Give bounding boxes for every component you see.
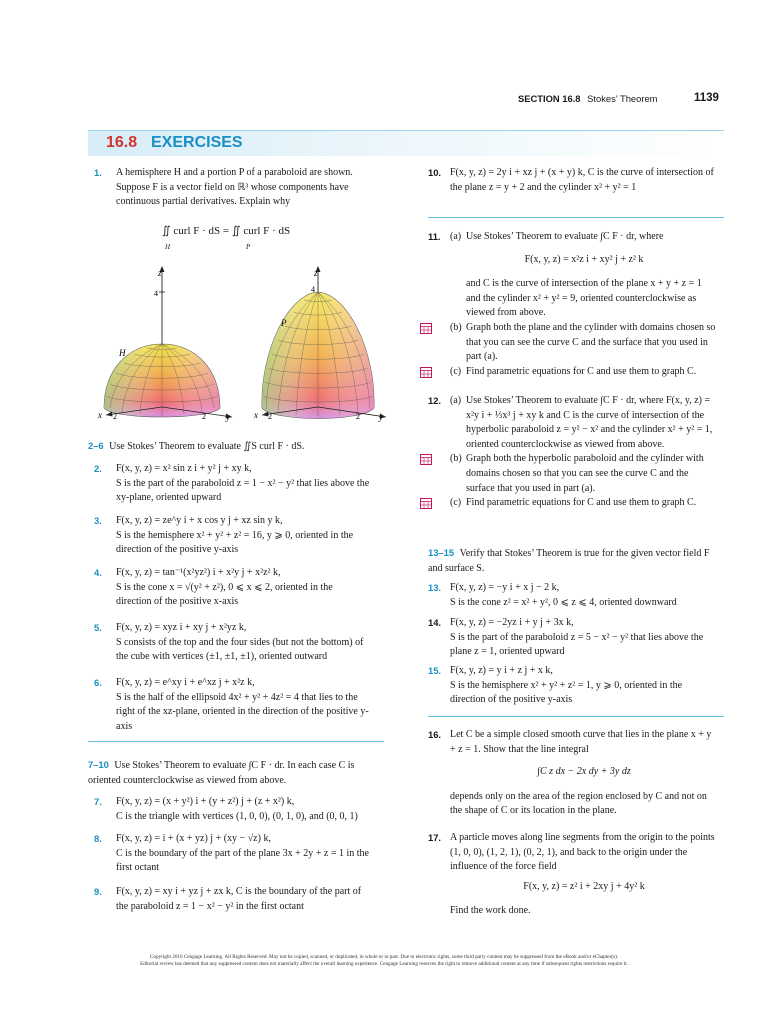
- part-text: Find parametric equations for C and use them to graph C.: [466, 497, 697, 509]
- exercise-number: 13.: [428, 582, 442, 593]
- exercise-number: 2.: [94, 463, 102, 474]
- exercises-heading-number: 16.8: [106, 134, 138, 151]
- exercise-number: 14.: [428, 617, 442, 628]
- part-text: Use Stokes’ Theorem to evaluate ∫C F · dr, where F(x, y, z) = x²y i + ⅓x³ j + xy k and C is the curve of intersection of the hyperbolic paraboloid z = y² − x² and the cylinder x² + y² = 1, oriented counterclockwise as viewed from above.: [466, 395, 713, 450]
- exercise-field: F(x, y, z) = x² sin z i + y² j + xy k,: [116, 463, 252, 474]
- exercise-number: 7.: [94, 796, 102, 807]
- exercise-number: 6.: [94, 677, 102, 688]
- part-label: (c): [450, 365, 462, 377]
- exercise-surface: S is the half of the ellipsoid 4x² + y² + 4z² = 4 that lies to the right of the xz-plane, oriented in the direction of the positive y-axis: [116, 691, 369, 732]
- exercise-surface: S is the cone x = √(y² + z²), 0 ⩽ x ⩽ 2, oriented in the direction of the positive x-axis: [116, 581, 333, 608]
- exercise-17: [428, 831, 718, 919]
- label-p: P: [281, 318, 287, 328]
- part-text: Find parametric equations for C and use them to graph C.: [466, 365, 697, 377]
- part-c: [450, 365, 718, 380]
- equation-sub-p: P: [246, 243, 251, 251]
- exercise-3: [94, 514, 370, 558]
- range-label: 2–6: [88, 440, 104, 451]
- part-b: [450, 452, 718, 496]
- part-c: [450, 496, 718, 511]
- exercise-number: 8.: [94, 833, 102, 844]
- y-label-left: y: [226, 412, 230, 422]
- exercise-field: F(x, y, z) = y i + z j + x k,: [450, 665, 553, 676]
- exercise-text: A hemisphere H and a portion P of a paraboloid are shown. Suppose F is a vector field on ℝ³ whose components have continuous partial derivatives. Explain why: [116, 167, 353, 208]
- exercise-field: F(x, y, z) = xyz i + xy j + x²yz k,: [116, 622, 247, 633]
- tick-4-right: 4: [311, 285, 315, 294]
- exercise-text-continued: Find the work done.: [450, 905, 531, 917]
- tick-2-right-x: 2: [268, 412, 272, 421]
- exercise-12: [428, 394, 718, 511]
- equation-sub-h: H: [165, 243, 171, 251]
- exercise-number: 16.: [428, 729, 442, 740]
- exercise-2: [94, 462, 370, 506]
- page-number: 1139: [694, 92, 719, 104]
- part-label: (c): [450, 497, 462, 509]
- range-instruction: Use Stokes’ Theorem to evaluate ∫C F · dr. In each case C is oriented counterclockwise as viewed from above.: [88, 760, 355, 786]
- part-equation: F(x, y, z) = x²z i + xy² j + z² k: [524, 253, 644, 265]
- section-divider: [428, 217, 724, 218]
- range-7-10: [88, 758, 388, 788]
- exercise-field: F(x, y, z) = −y i + x j − 2 k,: [450, 582, 560, 593]
- part-label: (b): [450, 321, 462, 333]
- exercise-number: 5.: [94, 622, 102, 633]
- x-label-right: x: [254, 410, 258, 420]
- exercise-text-continued: depends only on the area of the region enclosed by C and not on the shape of C or its location in the plane.: [450, 790, 707, 817]
- exercise-field: F(x, y, z) = (x + y²) i + (y + z²) j + (z + x²) k,: [116, 796, 295, 807]
- exercise-6: [94, 676, 370, 734]
- section-divider: [88, 741, 384, 742]
- exercise-number: 1.: [94, 167, 102, 178]
- exercise-surface: S is the part of the paraboloid z = 1 − x² − y² that lies above the xy-plane, oriented upward: [116, 477, 370, 504]
- z-label-left: z: [158, 268, 162, 278]
- graphing-calculator-icon: [420, 454, 432, 465]
- tick-2-left-x: 2: [113, 412, 117, 421]
- exercise-1-equation: [160, 222, 330, 252]
- part-label: (a): [450, 395, 462, 406]
- exercise-surface: S is the hemisphere x² + y² + z² = 16, y ⩾ 0, oriented in the direction of the positive y-axis: [116, 529, 354, 556]
- part-a: [450, 394, 718, 452]
- exercise-field: F(x, y, z) = ze^y i + x cos y j + xz sin y k,: [116, 515, 283, 526]
- exercise-surface: S is the part of the paraboloid z = 5 − x² − y² that lies above the plane z = 1, oriented upward: [450, 631, 704, 658]
- section-title: Stokes’ Theorem: [587, 93, 658, 104]
- exercise-curve: C is the triangle with vertices (1, 0, 0), (0, 1, 0), and (0, 0, 1): [116, 810, 358, 822]
- exercise-text: A particle moves along line segments from the origin to the points (1, 0, 0), (1, 2, 1), (0, 2, 1), and back to the origin under the influence of the force field: [450, 832, 715, 873]
- z-label-right: z: [314, 268, 318, 278]
- exercise-surface: S is the cone z² = x² + y², 0 ⩽ z ⩽ 4, oriented downward: [450, 596, 677, 608]
- exercise-surface: S consists of the top and the four sides (but not the bottom) of the cube with vertices (±1, ±1, ±1), oriented outward: [116, 636, 364, 663]
- footer-line-2: Editorial review has deemed that any suppressed content does not materially affect the overall learning experience. Cengage Learning reserves the right to remove additional content at any time if subsequent rights restrictions require it.: [140, 961, 628, 967]
- part-text-continued: and C is the curve of intersection of the plane x + y + z = 1 and the cylinder x² + y² = 9, oriented counterclockwise as viewed from above.: [466, 278, 702, 319]
- copyright-footer: [40, 954, 728, 968]
- part-label: (a): [450, 231, 462, 242]
- tick-2-left-y: 2: [202, 412, 206, 421]
- y-label-right: y: [379, 412, 383, 422]
- exercise-9: [94, 885, 370, 914]
- exercise-16: [428, 728, 718, 819]
- graphing-calculator-icon: [420, 323, 432, 334]
- exercise-15: [428, 664, 718, 708]
- exercise-equation: ∫C z dx − 2x dy + 3y dz: [537, 766, 631, 778]
- exercise-number: 9.: [94, 886, 102, 897]
- exercise-4: [94, 566, 370, 610]
- range-label: 13–15: [428, 547, 455, 558]
- graphing-calculator-icon: [420, 498, 432, 509]
- x-label-left: x: [98, 410, 102, 420]
- hemisphere-graph: [104, 266, 232, 419]
- section-divider: [428, 716, 724, 717]
- range-13-15: [428, 546, 720, 576]
- exercise-field: F(x, y, z) = tan⁻¹(x²yz²) i + x²y j + x²z² k,: [116, 567, 281, 578]
- part-label: (b): [450, 453, 462, 465]
- part-text: Use Stokes’ Theorem to evaluate ∫C F · dr, where: [466, 231, 664, 242]
- exercise-number: 3.: [94, 515, 102, 526]
- figure-surfaces: [92, 262, 390, 427]
- exercise-14: [428, 616, 718, 660]
- exercise-number: 4.: [94, 567, 102, 578]
- surfaces-diagram: [92, 262, 390, 427]
- range-instruction: Use Stokes’ Theorem to evaluate ∬S curl F · dS.: [109, 441, 305, 452]
- label-h: H: [119, 348, 126, 358]
- exercise-number: 10.: [428, 167, 442, 178]
- exercise-curve: C is the boundary of the part of the plane 3x + 2y + z = 1 in the first octant: [116, 847, 369, 874]
- exercise-text: F(x, y, z) = xy i + yz j + zx k, C is the boundary of the part of the paraboloid z = 1 − x² − y² in the first octant: [116, 886, 362, 912]
- exercise-number: 15.: [428, 665, 442, 676]
- exercise-field: F(x, y, z) = e^xy i + e^xz j + x²z k,: [116, 677, 255, 688]
- exercise-number: 17.: [428, 832, 442, 843]
- exercise-1: [94, 166, 384, 210]
- exercise-number: 12.: [428, 395, 442, 406]
- exercise-13: [428, 581, 718, 610]
- part-a: [450, 230, 718, 245]
- tick-2-right-y: 2: [356, 412, 360, 421]
- range-instruction: Verify that Stokes’ Theorem is true for the given vector field F and surface S.: [428, 548, 710, 574]
- exercise-5: [94, 621, 370, 665]
- graphing-calculator-icon: [420, 367, 432, 378]
- footer-line-1: Copyright 2016 Cengage Learning. All Rights Reserved. May not be copied, scanned, or duplicated, in whole or in part. Due to electronic rights, some third party content may be suppressed from the eBook and/or eChapter(s).: [149, 954, 619, 960]
- exercise-10: [428, 166, 718, 195]
- exercise-text: Let C be a simple closed smooth curve that lies in the plane x + y + z = 1. Show that the line integral: [450, 729, 712, 755]
- exercise-equation: F(x, y, z) = z² i + 2xy j + 4y² k: [523, 880, 645, 892]
- part-b: [450, 321, 718, 365]
- tick-4-left: 4: [154, 289, 158, 298]
- exercises-heading-title: EXERCISES: [151, 134, 243, 151]
- exercise-text: F(x, y, z) = 2y i + xz j + (x + y) k, C is the curve of intersection of the plane z = y + 2 and the cylinder x² + y² = 1: [450, 167, 714, 193]
- paraboloid-graph: [262, 266, 386, 419]
- range-label: 7–10: [88, 759, 109, 770]
- exercise-field: F(x, y, z) = −2yz i + y j + 3x k,: [450, 617, 574, 628]
- part-text: Graph both the hyperbolic paraboloid and the cylinder with domains chosen so that you can see the curve C and the surface that you used in part (a).: [466, 453, 704, 494]
- section-label: SECTION 16.8: [518, 93, 581, 104]
- part-text: Graph both the plane and the cylinder with domains chosen so that you can see the curve C and the surface that you used in part (a).: [466, 321, 716, 363]
- exercise-surface: S is the hemisphere x² + y² + z² = 1, y ⩾ 0, oriented in the direction of the positive y-axis: [450, 679, 683, 706]
- equation-text: ∬ curl F · dS = ∬ curl F · dS: [162, 225, 291, 237]
- exercise-11: [428, 230, 718, 379]
- exercise-7: [94, 795, 370, 824]
- exercise-number: 11.: [428, 231, 441, 242]
- range-2-6: [88, 439, 388, 455]
- exercises-heading-bar: [88, 130, 724, 156]
- exercise-field: F(x, y, z) = i + (x + yz) j + (xy − √z) k,: [116, 833, 271, 844]
- exercise-8: [94, 832, 370, 876]
